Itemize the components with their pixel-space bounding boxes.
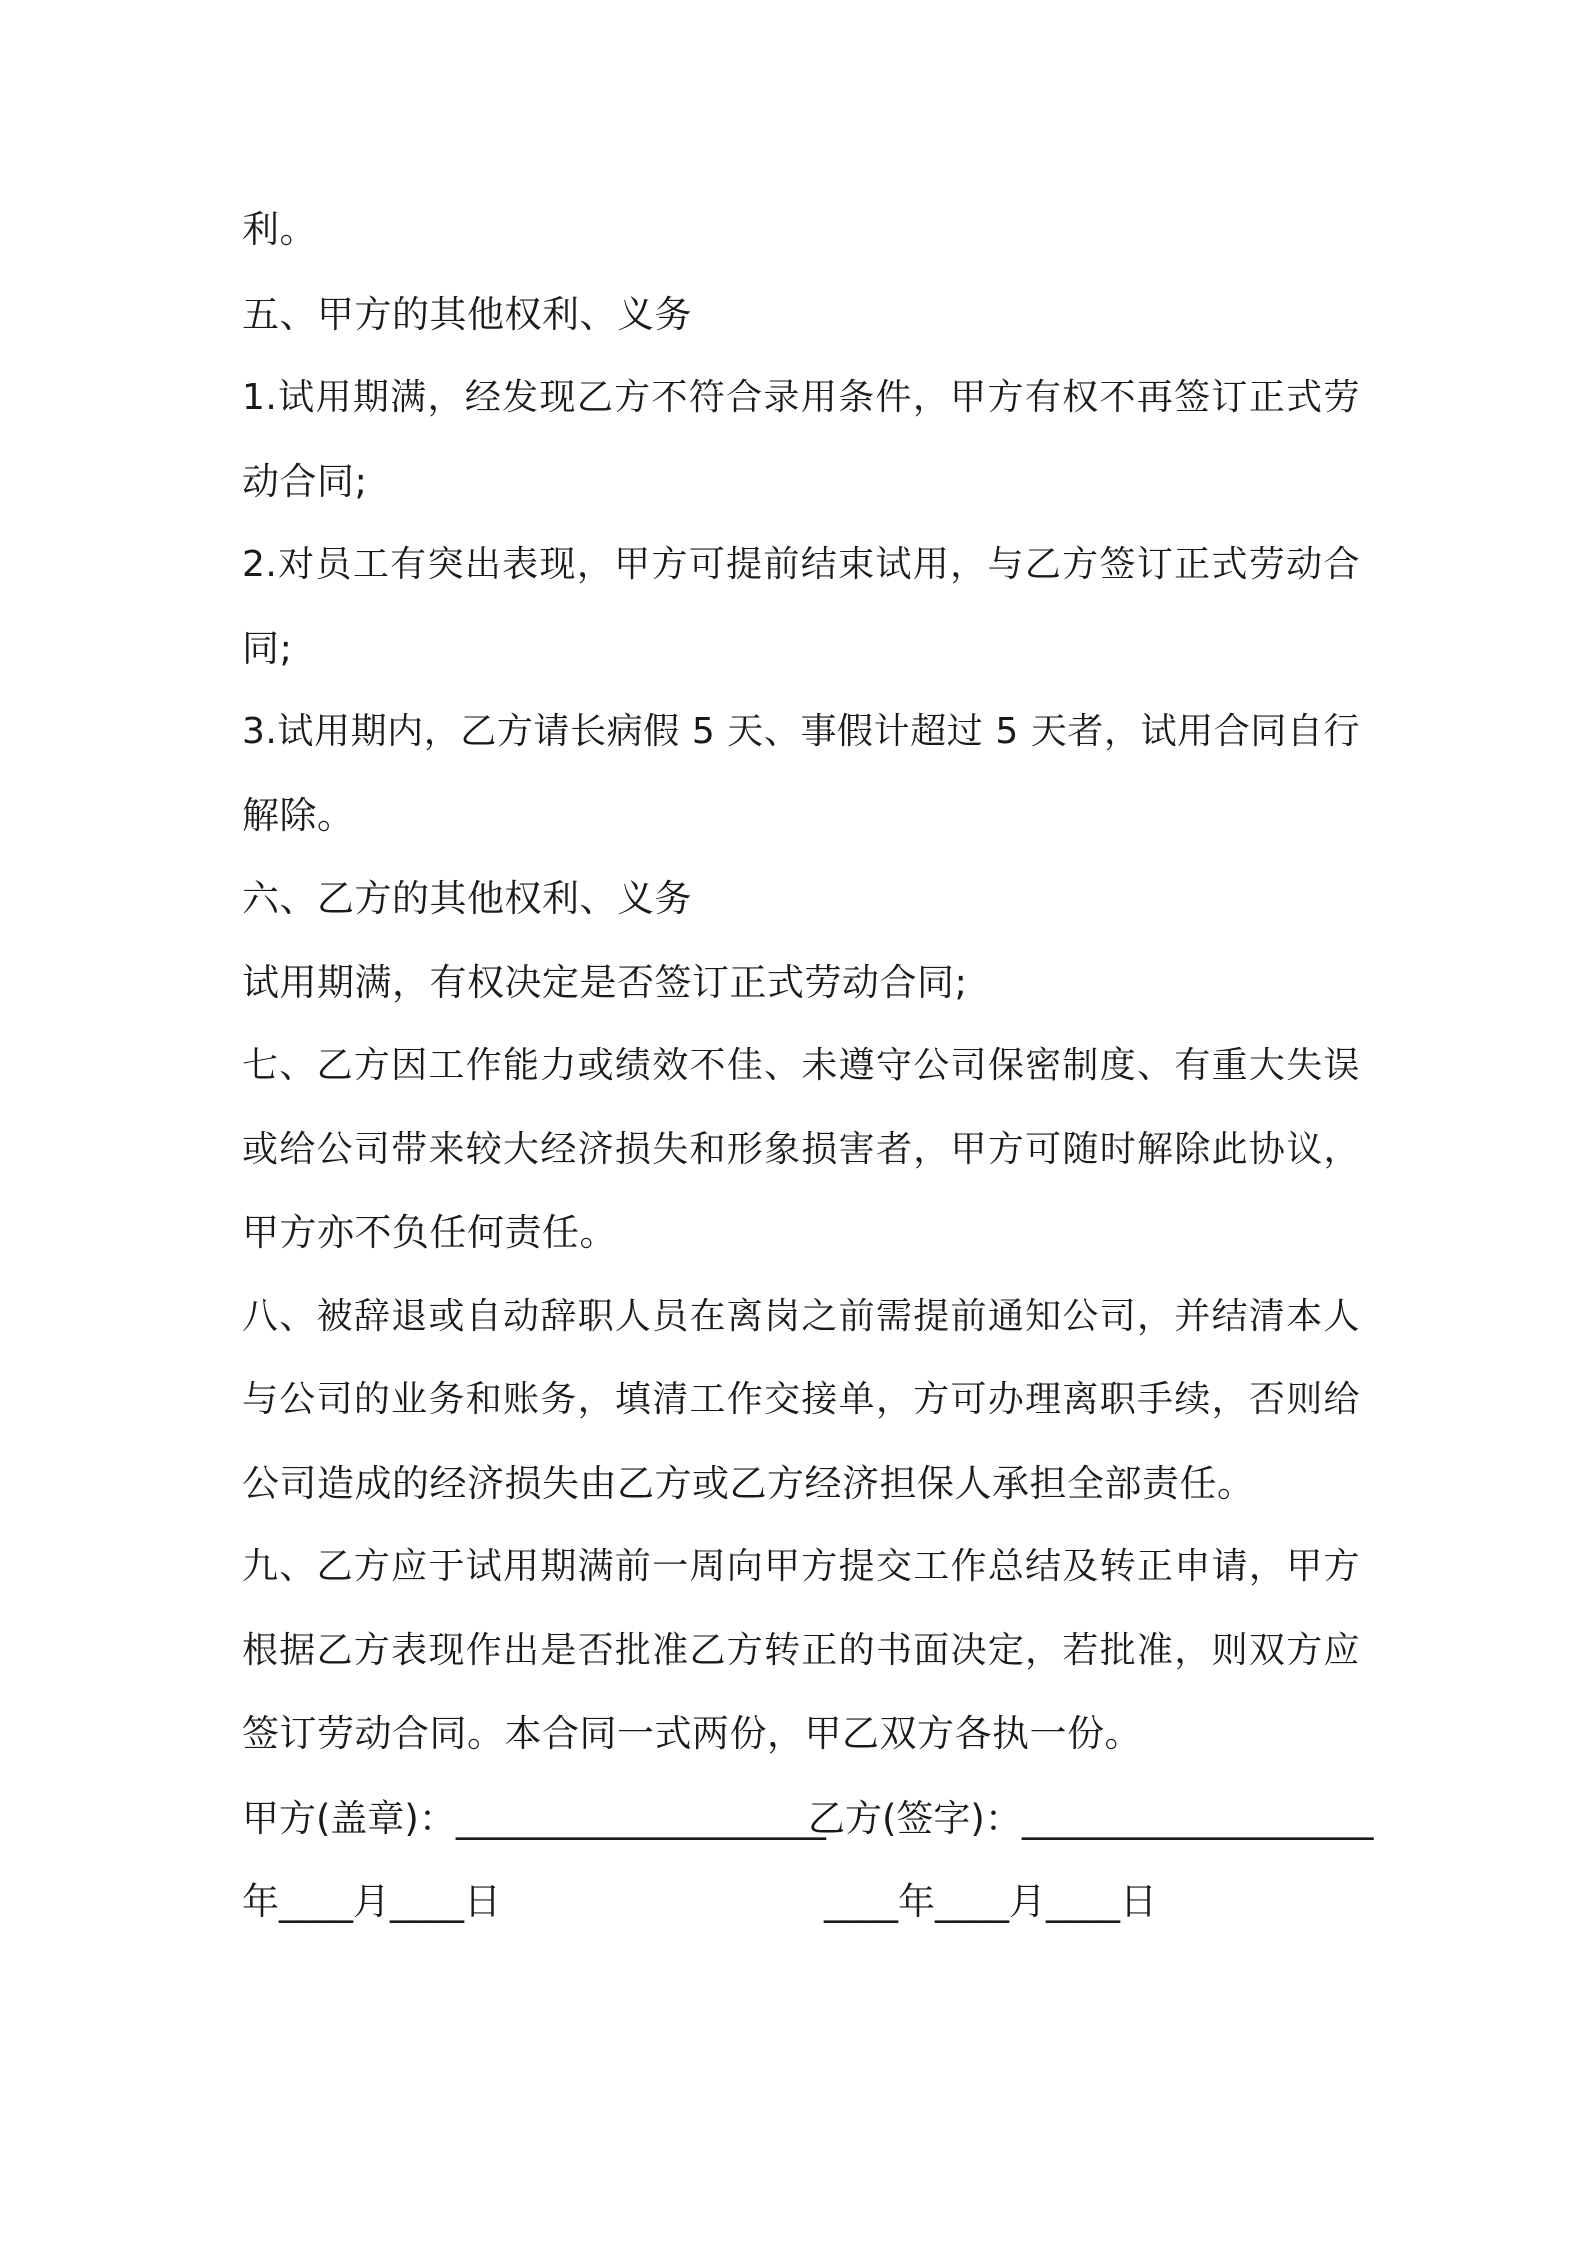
body-line: 八、被辞退或自动辞职人员在离岗之前需提前通知公司，并结清本人: [242, 1296, 1360, 1337]
body-line: 同;: [242, 627, 293, 670]
body-line: 利。: [242, 208, 317, 251]
body-line: 1.试用期满，经发现乙方不符合录用条件，甲方有权不再签订正式劳: [242, 377, 1360, 418]
body-line: 甲方亦不负任何责任。: [242, 1211, 617, 1254]
body-line: 或给公司带来较大经济损失和形象损害者，甲方可随时解除此协议，: [242, 1129, 1360, 1170]
body-line: 签订劳动合同。本合同一式两份，甲乙双方各执一份。: [242, 1712, 1142, 1755]
section-heading: 五、甲方的其他权利、义务: [242, 293, 692, 336]
body-line: 九、乙方应于试用期满前一周向甲方提交工作总结及转正申请，甲方: [242, 1546, 1360, 1587]
body-line: 解除。: [242, 794, 355, 837]
body-line: 七、乙方因工作能力或绩效不佳、未遵守公司保密制度、有重大失误: [242, 1045, 1360, 1086]
party-a-signature-line: 甲方(盖章)：____________________: [242, 1797, 826, 1840]
body-line: 动合同;: [242, 460, 368, 503]
party-b-date-line: ____年____月____日: [824, 1880, 1157, 1923]
party-b-signature-line: 乙方(签字)：___________________: [808, 1797, 1374, 1840]
body-line: 2.对员工有突出表现，甲方可提前结束试用，与乙方签订正式劳动合: [242, 544, 1360, 585]
section-heading: 六、乙方的其他权利、义务: [242, 877, 692, 920]
body-line: 根据乙方表现作出是否批准乙方转正的书面决定，若批准，则双方应: [242, 1630, 1360, 1671]
body-line: 公司造成的经济损失由乙方或乙方经济担保人承担全部责任。: [242, 1462, 1255, 1505]
body-line: 试用期满，有权决定是否签订正式劳动合同;: [242, 961, 968, 1004]
party-a-date-line: 年____月____日: [242, 1880, 501, 1923]
body-line: 与公司的业务和账务，填清工作交接单，方可办理离职手续，否则给: [242, 1379, 1360, 1420]
body-line: 3.试用期内，乙方请长病假 5 天、事假计超过 5 天者，试用合同自行: [242, 711, 1360, 752]
